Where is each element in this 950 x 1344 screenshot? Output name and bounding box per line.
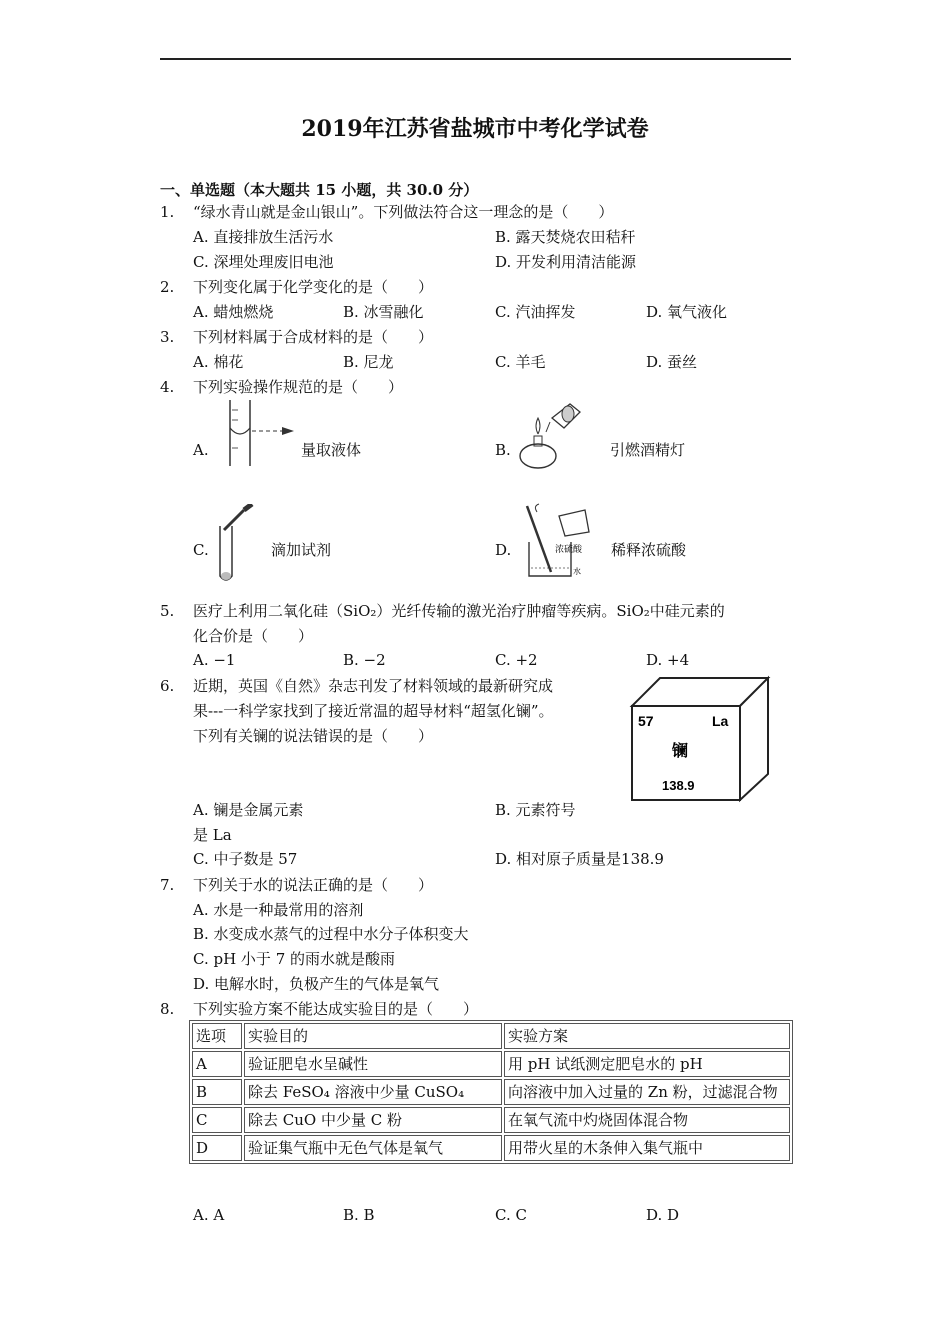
q6-option-d: D. 相对原子质量是138.9 (495, 850, 664, 868)
q1-option-b: B. 露天焚烧农田秸秆 (495, 228, 636, 246)
tile-symbol: La (712, 713, 729, 729)
q5-stem-line2: 化合价是（ ） (193, 627, 314, 645)
table-cell: 用带火星的木条伸入集气瓶中 (504, 1135, 790, 1161)
q8-experiment-table (189, 1020, 793, 1164)
q1-option-c: C. 深埋处理废旧电池 (193, 253, 334, 271)
tile-element-name: 镧 (672, 741, 689, 760)
table-cell: C (192, 1107, 242, 1133)
q1-stem: “绿水青山就是金山银山”。下列做法符合这一理念的是（ ） (193, 203, 614, 221)
table-row (192, 1107, 790, 1133)
alcohol-lamp-figure (510, 398, 590, 476)
q2-number: 2. (160, 278, 175, 296)
q4-option-d-text: 稀释浓硫酸 (611, 541, 687, 559)
table-cell: 除去 CuO 中少量 C 粉 (244, 1107, 502, 1133)
q7-option-a: A. 水是一种最常用的溶剂 (193, 901, 364, 919)
q6-number: 6. (160, 677, 175, 695)
q1-option-d: D. 开发利用清洁能源 (495, 253, 637, 271)
q5-option-a: A. −1 (193, 651, 236, 669)
q6-option-b-line2: 是 La (193, 826, 232, 844)
q8-option-a: A. A (193, 1206, 225, 1224)
tile-atomic-number: 57 (638, 713, 654, 729)
table-header-row (192, 1023, 790, 1049)
q4-option-c-letter: C. (193, 541, 209, 559)
table-header-cell: 实验目的 (244, 1023, 502, 1049)
q8-option-d: D. D (646, 1206, 680, 1224)
q7-option-d: D. 电解水时，负极产生的气体是氧气 (193, 975, 440, 993)
q3-option-c: C. 羊毛 (495, 353, 546, 371)
table-cell: 向溶液中加入过量的 Zn 粉，过滤混合物 (504, 1079, 790, 1105)
q4-number: 4. (160, 378, 175, 396)
dropper-test-tube-figure (208, 504, 268, 586)
table-header-cell: 实验方案 (504, 1023, 790, 1049)
q3-stem: 下列材料属于合成材料的是（ ） (193, 328, 434, 346)
q7-option-b: B. 水变成水蒸气的过程中水分子体积变大 (193, 925, 469, 943)
table-cell: 验证肥皂水呈碱性 (244, 1051, 502, 1077)
section-heading: 一、单选题（本大题共 15 小题，共 30.0 分） (160, 181, 479, 199)
table-cell: 在氧气流中灼烧固体混合物 (504, 1107, 790, 1133)
q6-option-a: A. 镧是金属元素 (193, 801, 304, 819)
q5-option-b: B. −2 (343, 651, 386, 669)
q2-option-d: D. 氧气液化 (646, 303, 728, 321)
q4-option-c-text: 滴加试剂 (271, 541, 332, 559)
tile-atomic-mass: 138.9 (662, 778, 695, 793)
q8-number: 8. (160, 1000, 175, 1018)
q2-option-a: A. 蜡烛燃烧 (193, 303, 274, 321)
q4-option-b-letter: B. (495, 441, 511, 459)
q1-option-a: A. 直接排放生活污水 (193, 228, 334, 246)
q6-stem-line2: 果---一科学家找到了接近常温的超导材料“超氢化镧”。 (193, 702, 554, 720)
q4-option-b-text: 引燃酒精灯 (610, 441, 686, 459)
q5-option-d: D. +4 (646, 651, 690, 669)
table-row (192, 1135, 790, 1161)
table-cell: B (192, 1079, 242, 1105)
table-cell: D (192, 1135, 242, 1161)
q6-option-b-line1: B. 元素符号 (495, 801, 576, 819)
q3-number: 3. (160, 328, 175, 346)
q5-number: 5. (160, 602, 175, 620)
q6-stem-line1: 近期，英国《自然》杂志刊发了材料领域的最新研究成 (193, 677, 554, 695)
q2-stem: 下列变化属于化学变化的是（ ） (193, 278, 434, 296)
q4-option-a-text: 量取液体 (301, 441, 362, 459)
q2-option-b: B. 冰雪融化 (343, 303, 424, 321)
q4-option-a-letter: A. (193, 441, 209, 459)
q4-stem: 下列实验操作规范的是（ ） (193, 378, 404, 396)
q8-option-c: C. C (495, 1206, 527, 1224)
q7-number: 7. (160, 876, 175, 894)
lanthanum-element-tile (628, 674, 772, 804)
q7-option-c: C. pH 小于 7 的雨水就是酸雨 (193, 950, 396, 968)
q5-option-c: C. +2 (495, 651, 538, 669)
q4-d-acid-label: 浓硫酸 (555, 544, 583, 554)
q6-option-c: C. 中子数是 57 (193, 850, 298, 868)
q7-stem: 下列关于水的说法正确的是（ ） (193, 876, 434, 894)
top-rule (160, 58, 791, 60)
q3-option-a: A. 棉花 (193, 353, 244, 371)
q4-option-d-letter: D. (495, 541, 512, 559)
table-row (192, 1079, 790, 1105)
dilute-acid-figure (515, 502, 595, 580)
table-cell: A (192, 1051, 242, 1077)
q6-stem-line3: 下列有关镧的说法错误的是（ ） (193, 727, 434, 745)
q2-option-c: C. 汽油挥发 (495, 303, 576, 321)
q8-option-b: B. B (343, 1206, 375, 1224)
q4-d-water-label: 水 (573, 567, 581, 576)
q1-number: 1. (160, 203, 175, 221)
q3-option-d: D. 蚕丝 (646, 353, 698, 371)
table-cell: 用 pH 试纸测定肥皂水的 pH (504, 1051, 790, 1077)
table-cell: 验证集气瓶中无色气体是氧气 (244, 1135, 502, 1161)
page-title: 2019年江苏省盐城市中考化学试卷 (301, 116, 649, 142)
graduated-cylinder-figure (210, 398, 300, 468)
q5-stem-line1: 医疗上利用二氧化硅（SiO₂）光纤传输的激光治疗肿瘤等疾病。SiO₂中硅元素的 (193, 602, 725, 620)
table-header-cell: 选项 (192, 1023, 242, 1049)
table-cell: 除去 FeSO₄ 溶液中少量 CuSO₄ (244, 1079, 502, 1105)
table-row (192, 1051, 790, 1077)
q3-option-b: B. 尼龙 (343, 353, 394, 371)
q8-stem: 下列实验方案不能达成实验目的是（ ） (193, 1000, 479, 1018)
